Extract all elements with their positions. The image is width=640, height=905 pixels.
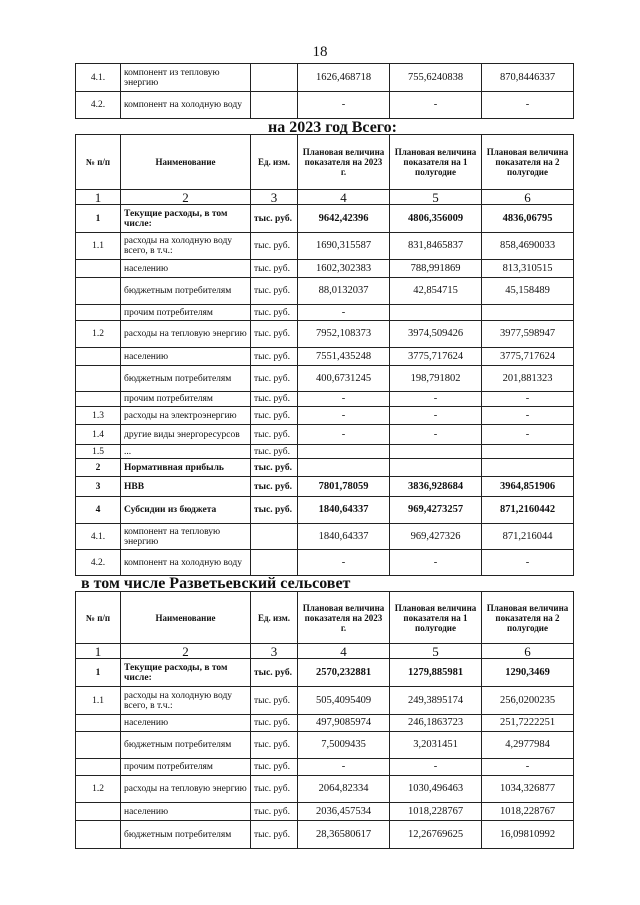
col-number: 2 (121, 644, 251, 659)
value-h1: 42,854715 (390, 278, 482, 305)
row-number: 4.2. (76, 550, 121, 576)
table-row (76, 64, 574, 92)
header-plan-h1: Плановая величина показателя на 1 полугодие (390, 135, 482, 190)
row-number (76, 260, 121, 278)
row-number (76, 348, 121, 366)
value-h1: 788,991869 (390, 260, 482, 278)
row-name: бюджетным потребителям (121, 821, 251, 849)
table-row (76, 715, 574, 732)
row-name: другие виды энергоресурсов (121, 425, 251, 445)
value-year: 7801,78059 (298, 477, 390, 497)
table-row (76, 260, 574, 278)
value-h2: 4836,06795 (482, 205, 574, 233)
value-h2 (482, 305, 574, 321)
value-h2: - (482, 392, 574, 407)
row-unit: тыс. руб. (251, 407, 298, 425)
value-year (298, 459, 390, 477)
table-row (76, 305, 574, 321)
table-row (76, 524, 574, 550)
table-row (76, 687, 574, 715)
row-unit: тыс. руб. (251, 732, 298, 759)
row-name: Текущие расходы, в том числе: (121, 659, 251, 687)
row-name: компонент на холодную воду (121, 92, 251, 119)
value-h1: 3836,928684 (390, 477, 482, 497)
value-h1: 1030,496463 (390, 776, 482, 803)
value-year: - (298, 305, 390, 321)
table-row (76, 477, 574, 497)
value-year: - (298, 550, 390, 576)
value-h2: 3964,851906 (482, 477, 574, 497)
column-number-row (76, 190, 574, 205)
value-h2: 813,310515 (482, 260, 574, 278)
value-h1: 3775,717624 (390, 348, 482, 366)
row-name: населению (121, 715, 251, 732)
value-year: 7551,435248 (298, 348, 390, 366)
col-number: 6 (482, 644, 574, 659)
row-number: 1.1 (76, 233, 121, 260)
row-name: Субсидии из бюджета (121, 497, 251, 524)
value-year (298, 445, 390, 459)
row-number: 3 (76, 477, 121, 497)
value-h2: 1034,326877 (482, 776, 574, 803)
table-row (76, 321, 574, 348)
razvetyevsky-table (75, 591, 574, 849)
row-unit: тыс. руб. (251, 305, 298, 321)
row-name: ... (121, 445, 251, 459)
row-unit: тыс. руб. (251, 366, 298, 392)
row-number: 1 (76, 205, 121, 233)
row-name: Нормативная прибыль (121, 459, 251, 477)
col-number: 3 (251, 190, 298, 205)
table-row (76, 233, 574, 260)
row-unit: тыс. руб. (251, 425, 298, 445)
value-h2: - (482, 92, 574, 119)
value-h1: 969,427326 (390, 524, 482, 550)
row-name: населению (121, 260, 251, 278)
row-number (76, 305, 121, 321)
table-row (76, 407, 574, 425)
row-number: 1.1 (76, 687, 121, 715)
value-h2: - (482, 550, 574, 576)
value-h2: 256,0200235 (482, 687, 574, 715)
row-name: расходы на тепловую энергию (121, 776, 251, 803)
row-number (76, 803, 121, 821)
table-row (76, 459, 574, 477)
value-h2: 251,7222251 (482, 715, 574, 732)
value-year: 1602,302383 (298, 260, 390, 278)
value-h2: - (482, 425, 574, 445)
table-row (76, 425, 574, 445)
value-h2: 3775,717624 (482, 348, 574, 366)
row-number: 1.5 (76, 445, 121, 459)
row-number (76, 732, 121, 759)
row-number: 2 (76, 459, 121, 477)
row-unit (251, 550, 298, 576)
header-row (76, 135, 574, 190)
col-number: 1 (76, 644, 121, 659)
row-name: населению (121, 803, 251, 821)
row-name: прочим потребителям (121, 392, 251, 407)
row-unit: тыс. руб. (251, 205, 298, 233)
value-year: 1690,315587 (298, 233, 390, 260)
value-h2: 871,2160442 (482, 497, 574, 524)
value-year: - (298, 759, 390, 776)
row-unit: тыс. руб. (251, 348, 298, 366)
value-h2: 858,4690033 (482, 233, 574, 260)
row-unit: тыс. руб. (251, 260, 298, 278)
table-row (76, 205, 574, 233)
value-h2: 1018,228767 (482, 803, 574, 821)
row-unit: тыс. руб. (251, 497, 298, 524)
row-unit (251, 524, 298, 550)
row-number: 4.1. (76, 64, 121, 92)
table-row (76, 759, 574, 776)
row-name: компонент на тепловую энергию (121, 524, 251, 550)
value-h2: 45,158489 (482, 278, 574, 305)
row-name: бюджетным потребителям (121, 366, 251, 392)
row-unit: тыс. руб. (251, 687, 298, 715)
header-plan-year: Плановая величина показателя на 2023 г. (298, 592, 390, 644)
row-number: 4.1. (76, 524, 121, 550)
row-unit (251, 92, 298, 119)
table-row (76, 392, 574, 407)
row-unit: тыс. руб. (251, 233, 298, 260)
row-number (76, 759, 121, 776)
value-h1: - (390, 425, 482, 445)
value-h2 (482, 445, 574, 459)
row-name: Текущие расходы, в том числе: (121, 205, 251, 233)
col-number: 2 (121, 190, 251, 205)
value-year: 88,0132037 (298, 278, 390, 305)
row-number: 4 (76, 497, 121, 524)
value-h1: - (390, 92, 482, 119)
header-name: Наименование (121, 592, 251, 644)
row-number (76, 392, 121, 407)
value-h2: 4,2977984 (482, 732, 574, 759)
value-h2: 870,8446337 (482, 64, 574, 92)
header-plan-h2: Плановая величина показателя на 2 полугодие (482, 592, 574, 644)
value-year: 2570,232881 (298, 659, 390, 687)
value-h1: 249,3895174 (390, 687, 482, 715)
value-year: - (298, 92, 390, 119)
value-year: 400,6731245 (298, 366, 390, 392)
table-row (76, 659, 574, 687)
value-h1: 3,2031451 (390, 732, 482, 759)
row-unit: тыс. руб. (251, 321, 298, 348)
top-continuation-table (75, 63, 574, 119)
col-number: 5 (390, 644, 482, 659)
header-unit: Ед. изм. (251, 135, 298, 190)
value-year: 505,4095409 (298, 687, 390, 715)
col-number: 1 (76, 190, 121, 205)
header-plan-year: Плановая величина показателя на 2023 г. (298, 135, 390, 190)
section-heading-total: на 2023 год Всего: (268, 119, 397, 136)
col-number: 4 (298, 190, 390, 205)
table-row (76, 497, 574, 524)
row-unit: тыс. руб. (251, 821, 298, 849)
value-h1: 831,8465837 (390, 233, 482, 260)
row-name: расходы на электроэнергию (121, 407, 251, 425)
value-h1: - (390, 392, 482, 407)
value-year: 1626,468718 (298, 64, 390, 92)
value-year: 1840,64337 (298, 497, 390, 524)
row-name: расходы на холодную воду всего, в т.ч.: (121, 687, 251, 715)
row-unit: тыс. руб. (251, 659, 298, 687)
table-row (76, 445, 574, 459)
value-year: 28,36580617 (298, 821, 390, 849)
section-heading-razvetyevsky: в том числе Разветьевский сельсовет (81, 575, 351, 592)
col-number: 5 (390, 190, 482, 205)
value-h1 (390, 445, 482, 459)
row-number: 1.2 (76, 321, 121, 348)
table-row (76, 366, 574, 392)
header-no: № п/п (76, 135, 121, 190)
row-number: 1 (76, 659, 121, 687)
row-unit (251, 64, 298, 92)
value-year: 7952,108373 (298, 321, 390, 348)
total-2023-table (75, 134, 574, 576)
value-h2: 871,216044 (482, 524, 574, 550)
row-unit: тыс. руб. (251, 803, 298, 821)
row-name: населению (121, 348, 251, 366)
table-row (76, 732, 574, 759)
col-number: 4 (298, 644, 390, 659)
row-name: бюджетным потребителям (121, 732, 251, 759)
value-h2: 201,881323 (482, 366, 574, 392)
table-row (76, 348, 574, 366)
col-number: 3 (251, 644, 298, 659)
row-number: 1.3 (76, 407, 121, 425)
row-number: 1.4 (76, 425, 121, 445)
row-number (76, 366, 121, 392)
value-h2: 16,09810992 (482, 821, 574, 849)
row-unit: тыс. руб. (251, 759, 298, 776)
value-h1: 969,4273257 (390, 497, 482, 524)
value-h1: 1279,885981 (390, 659, 482, 687)
value-year: 7,5009435 (298, 732, 390, 759)
row-name: компонент на холодную воду (121, 550, 251, 576)
value-h2: 1290,3469 (482, 659, 574, 687)
row-number (76, 278, 121, 305)
value-h1: 1018,228767 (390, 803, 482, 821)
row-unit: тыс. руб. (251, 477, 298, 497)
header-plan-h1: Плановая величина показателя на 1 полугодие (390, 592, 482, 644)
value-h1: - (390, 407, 482, 425)
value-year: - (298, 407, 390, 425)
value-h2 (482, 459, 574, 477)
value-h1: 4806,356009 (390, 205, 482, 233)
value-year: - (298, 425, 390, 445)
row-number: 4.2. (76, 92, 121, 119)
row-unit: тыс. руб. (251, 392, 298, 407)
value-h2: - (482, 407, 574, 425)
column-number-row (76, 644, 574, 659)
header-name: Наименование (121, 135, 251, 190)
header-unit: Ед. изм. (251, 592, 298, 644)
table-row (76, 776, 574, 803)
value-h1 (390, 459, 482, 477)
table-row (76, 278, 574, 305)
value-h1: - (390, 759, 482, 776)
row-unit: тыс. руб. (251, 445, 298, 459)
value-h1: 198,791802 (390, 366, 482, 392)
row-name: расходы на холодную воду всего, в т.ч.: (121, 233, 251, 260)
row-unit: тыс. руб. (251, 459, 298, 477)
value-year: 2036,457534 (298, 803, 390, 821)
header-plan-h2: Плановая величина показателя на 2 полугодие (482, 135, 574, 190)
row-name: прочим потребителям (121, 759, 251, 776)
row-number (76, 715, 121, 732)
value-h1: 3974,509426 (390, 321, 482, 348)
row-name: бюджетным потребителям (121, 278, 251, 305)
value-h2: 3977,598947 (482, 321, 574, 348)
value-h1: 12,26769625 (390, 821, 482, 849)
row-number: 1.2 (76, 776, 121, 803)
header-no: № п/п (76, 592, 121, 644)
row-name: НВВ (121, 477, 251, 497)
value-h1: 755,6240838 (390, 64, 482, 92)
value-h1: 246,1863723 (390, 715, 482, 732)
table-row (76, 550, 574, 576)
page-number: 18 (312, 44, 328, 60)
value-year: 1840,64337 (298, 524, 390, 550)
header-row (76, 592, 574, 644)
row-unit: тыс. руб. (251, 278, 298, 305)
value-year: - (298, 392, 390, 407)
row-name: расходы на тепловую энергию (121, 321, 251, 348)
value-h2: - (482, 759, 574, 776)
value-h1 (390, 305, 482, 321)
row-number (76, 821, 121, 849)
row-name: прочим потребителям (121, 305, 251, 321)
table-row (76, 821, 574, 849)
row-unit: тыс. руб. (251, 776, 298, 803)
row-name: компонент из тепловую энергию (121, 64, 251, 92)
value-year: 2064,82334 (298, 776, 390, 803)
value-year: 9642,42396 (298, 205, 390, 233)
value-year: 497,9085974 (298, 715, 390, 732)
table-row (76, 92, 574, 119)
row-unit: тыс. руб. (251, 715, 298, 732)
table-row (76, 803, 574, 821)
value-h1: - (390, 550, 482, 576)
col-number: 6 (482, 190, 574, 205)
